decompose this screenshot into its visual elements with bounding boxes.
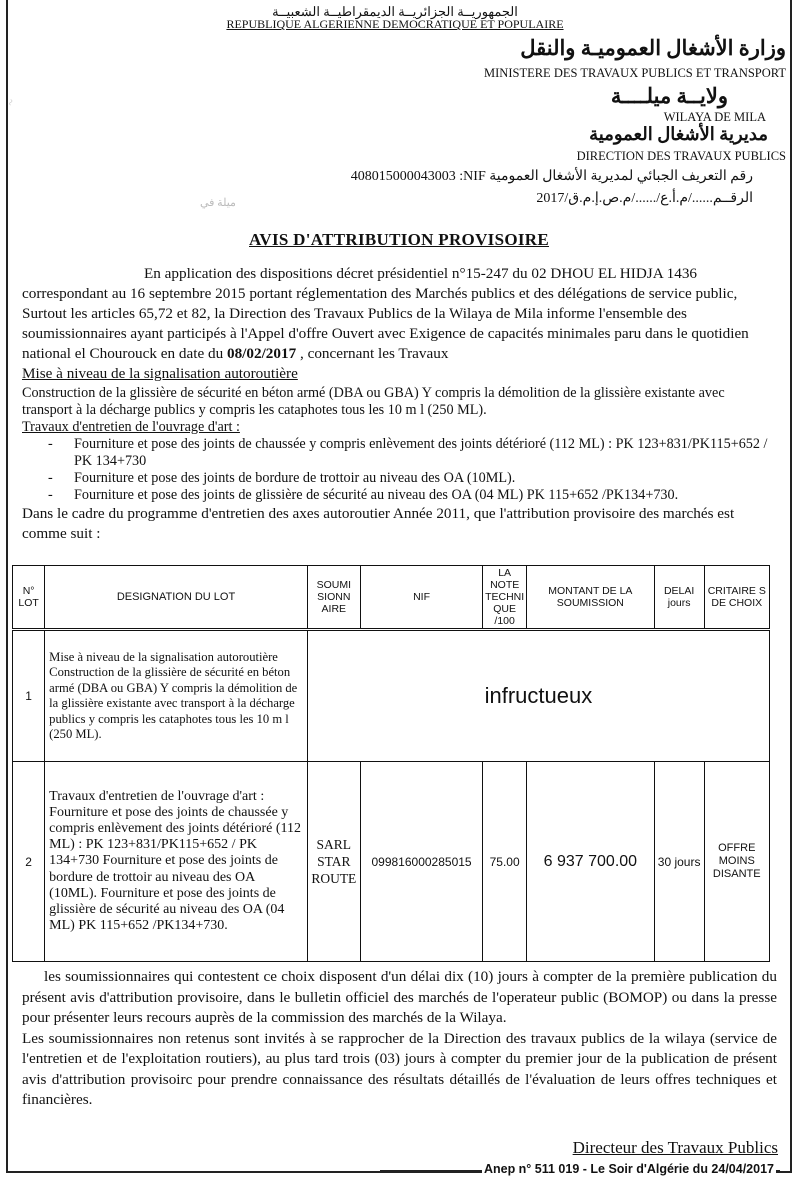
republic-french: REPUBLIQUE ALGERIENNE DEMOCRATIQUE ET POPULAIRE bbox=[226, 17, 564, 31]
intro-section bbox=[22, 264, 772, 544]
header-criteres: CRITAIRE S DE CHOIX bbox=[704, 566, 769, 630]
bullet-item: - Fourniture et pose des joints de glissière de sécurité au niveau des OA (04 ML) PK 115+652 /PK134+730. bbox=[22, 487, 772, 504]
bullet-item: - Fourniture et pose des joints de bordure de trottoir au niveau des OA (10ML). bbox=[22, 470, 772, 487]
row2-nif: 099816000285015 bbox=[360, 762, 483, 962]
ministry-arabic: وزارة الأشغال العموميـة والنقل bbox=[520, 36, 786, 60]
row2-soumissionnaire: SARL STAR ROUTE bbox=[307, 762, 360, 962]
direction-french: DIRECTION DES TRAVAUX PUBLICS bbox=[576, 149, 786, 163]
footer-paragraph-2: Les soumissionnaires non retenus sont invités à se rapprocher de la Direction des travaux publics de la wilaya (service de l'entretien et de l'exploitation routiers), au plus tard trois (03) jours à compter du premier jour de la publication de présent avis d'attribution provisoirc pour prendre connaissance des résultats détaillés de l'évaluation de leurs offres techniques et financières. bbox=[22, 1029, 777, 1108]
header-note: LA NOTE TECHNI QUE /100 bbox=[483, 566, 527, 630]
anep-reference: Anep n° 511 019 - Le Soir d'Algérie du 24/04/2017 bbox=[483, 1162, 774, 1176]
table-row bbox=[13, 762, 770, 962]
wilaya-arabic: ولايــة ميلــــة bbox=[610, 84, 728, 108]
row2-note: 75.00 bbox=[483, 762, 527, 962]
handwritten-scribble: ~ bbox=[3, 96, 19, 108]
footer-paragraph-1: les soumissionnaires qui contestent ce choix disposent d'un délai dix (10) jours à compter de la première publication du présent avis d'attribution provisoire, dans le bulletin officiel des marchés de l'operateur public (BOMOP) ou dans la presse pour présenter leurs recours auprès de la commission des marchés de la Wilaya. bbox=[22, 968, 777, 1026]
row1-designation: Mise à niveau de la signalisation autoroutière Construction de la glissière de sécurité en béton armé (DBA ou GBA) Y compris la démolition de la glissière existante avec transport à la décharge publics y compris les cataphotes tous les 10 m l (250 ML). bbox=[45, 630, 308, 762]
reference-line: الرقــم....../م.أ.ع/....../م.ص.إ.م.ق/2017 bbox=[536, 191, 753, 206]
notice-title: AVIS D'ATTRIBUTION PROVISOIRE bbox=[249, 230, 549, 249]
table-header-row bbox=[13, 566, 770, 630]
footer-section bbox=[22, 967, 777, 1111]
header-soumissionnaire: SOUMI SIONN AIRE bbox=[307, 566, 360, 630]
row2-montant: 6 937 700.00 bbox=[527, 762, 655, 962]
intro-text: En application des dispositions décret présidentiel n°15-247 du 02 DHOU EL HIDJA 1436 correspondant au 16 septembre 2015 portant réglementation des Marchés publics et des délégations de service public, Surtout les articles 65,72 et 82, la Direction des Travaux Publics de la Wilaya de Mila informe l'ensemble des soumissionnaires ayant participés à l'Appel d'offre Ouvert avec Exigence de capacités minimales paru dans le quotidien national el Chourouck en date du bbox=[22, 265, 749, 362]
closing-paragraph: Dans le cadre du programme d'entretien des axes autoroutier Année 2011, que l'attribution provisoire des marchés est comme suit : bbox=[22, 505, 735, 542]
intro-paragraph bbox=[22, 264, 772, 364]
row2-lot: 2 bbox=[13, 762, 45, 962]
section1-text: Construction de la glissière de sécurité en béton armé (DBA ou GBA) Y compris la démolition de la glissière existante avec transport à la décharge publics y compris les cataphotes tous les 10 m l (250 ML). bbox=[22, 385, 725, 418]
header-lot: N° LOT bbox=[13, 566, 45, 630]
row1-result: infructueux bbox=[307, 630, 769, 762]
row1-lot: 1 bbox=[13, 630, 45, 762]
bullet-item: - Fourniture et pose des joints de chaussée y compris enlèvement des joints détérioré (112 ML) : PK 123+831/PK115+652 / PK 134+730 bbox=[22, 436, 772, 470]
intro-date: 08/02/2017 bbox=[226, 345, 297, 362]
header-nif: NIF bbox=[360, 566, 483, 630]
row2-delai: 30 jours bbox=[654, 762, 704, 962]
section1-title: Mise à niveau de la signalisation autoroutière bbox=[22, 365, 298, 382]
section2-title: Travaux d'entretien de l'ouvrage d'art : bbox=[22, 419, 240, 435]
signature: Directeur des Travaux Publics bbox=[572, 1138, 778, 1157]
intro-text-end: , concernant les Travaux bbox=[296, 345, 449, 362]
ministry-french: MINISTERE DES TRAVAUX PUBLICS ET TRANSPORT bbox=[484, 66, 786, 80]
faint-stamp-text: ميلة في bbox=[200, 197, 236, 209]
header-designation: DESIGNATION DU LOT bbox=[45, 566, 308, 630]
header-montant: MONTANT DE LA SOUMISSION bbox=[527, 566, 655, 630]
header-delai: DELAI jours bbox=[654, 566, 704, 630]
wilaya-french: WILAYA DE MILA bbox=[663, 110, 766, 124]
row2-criteres: OFFRE MOINS DISANTE bbox=[704, 762, 769, 962]
direction-arabic: مديرية الأشغال العمومية bbox=[589, 124, 768, 144]
table-row bbox=[13, 630, 770, 762]
nif-line: 408015000043003 :NIF رقم التعريف الجبائي لمديرية الأشغال العمومية bbox=[350, 169, 753, 184]
attribution-table bbox=[12, 565, 770, 962]
republic-arabic: الجمهوريــة الجزائريــة الديمقراطيــة الشعبيــة bbox=[272, 4, 518, 19]
row2-designation: Travaux d'entretien de l'ouvrage d'art : Fourniture et pose des joints de chaussée y compris enlèvement des joints détérioré (112 ML) : PK 123+831/PK115+652 / PK 134+730 Fourniture et pose des joints de bordure de trottoir au niveau des OA (10ML). Fourniture et pose des joints de glissière de sécurité au niveau des OA (04 ML) PK 115+652 /PK134+730. bbox=[45, 762, 308, 962]
